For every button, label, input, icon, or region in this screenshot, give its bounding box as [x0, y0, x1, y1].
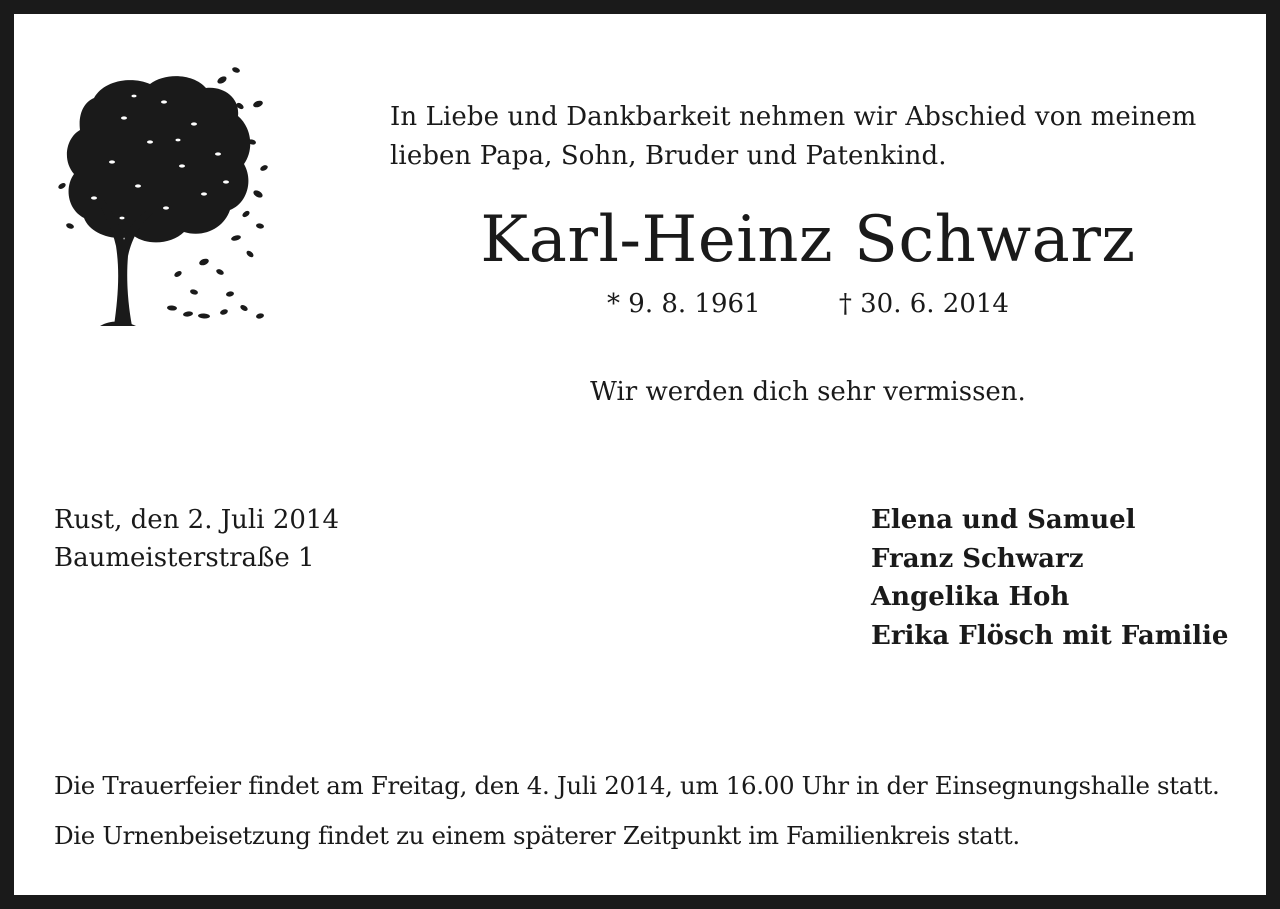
- obituary-notice: [14, 14, 1266, 895]
- life-dates: [390, 286, 1226, 322]
- service-line: Die Trauerfeier findet am Freitag, den 4. Juli 2014, um 16.00 Uhr in der Einsegnungshalle statt.: [54, 771, 1220, 800]
- mourners-list: [871, 501, 1228, 655]
- deceased-name: Karl-Heinz Schwarz: [480, 203, 1136, 277]
- wind-blown-tree-icon: [54, 58, 269, 328]
- intro-text: [390, 98, 1226, 176]
- mourner-name: Erika Flösch mit Familie: [871, 620, 1229, 651]
- mourner-name: Elena und Samuel: [871, 505, 1136, 535]
- place-date: Rust, den 2. Juli 2014: [54, 505, 339, 535]
- mourner-name: Angelika Hoh: [871, 582, 1070, 612]
- intro-line: In Liebe und Dankbarkeit nehmen wir Abschied von meinem: [390, 102, 1197, 132]
- service-line: Die Urnenbeisetzung findet zu einem späterer Zeitpunkt im Familienkreis statt.: [54, 821, 1020, 850]
- place-and-address: [54, 501, 339, 577]
- closing-line: Wir werden dich sehr vermissen.: [590, 377, 1026, 407]
- service-notice: [54, 761, 1226, 861]
- address: Baumeisterstraße 1: [54, 543, 315, 573]
- intro-line: lieben Papa, Sohn, Bruder und Patenkind.: [390, 141, 947, 171]
- birth-date: * 9. 8. 1961: [607, 289, 761, 319]
- mourner-name: Franz Schwarz: [871, 543, 1084, 574]
- death-date: † 30. 6. 2014: [838, 289, 1009, 319]
